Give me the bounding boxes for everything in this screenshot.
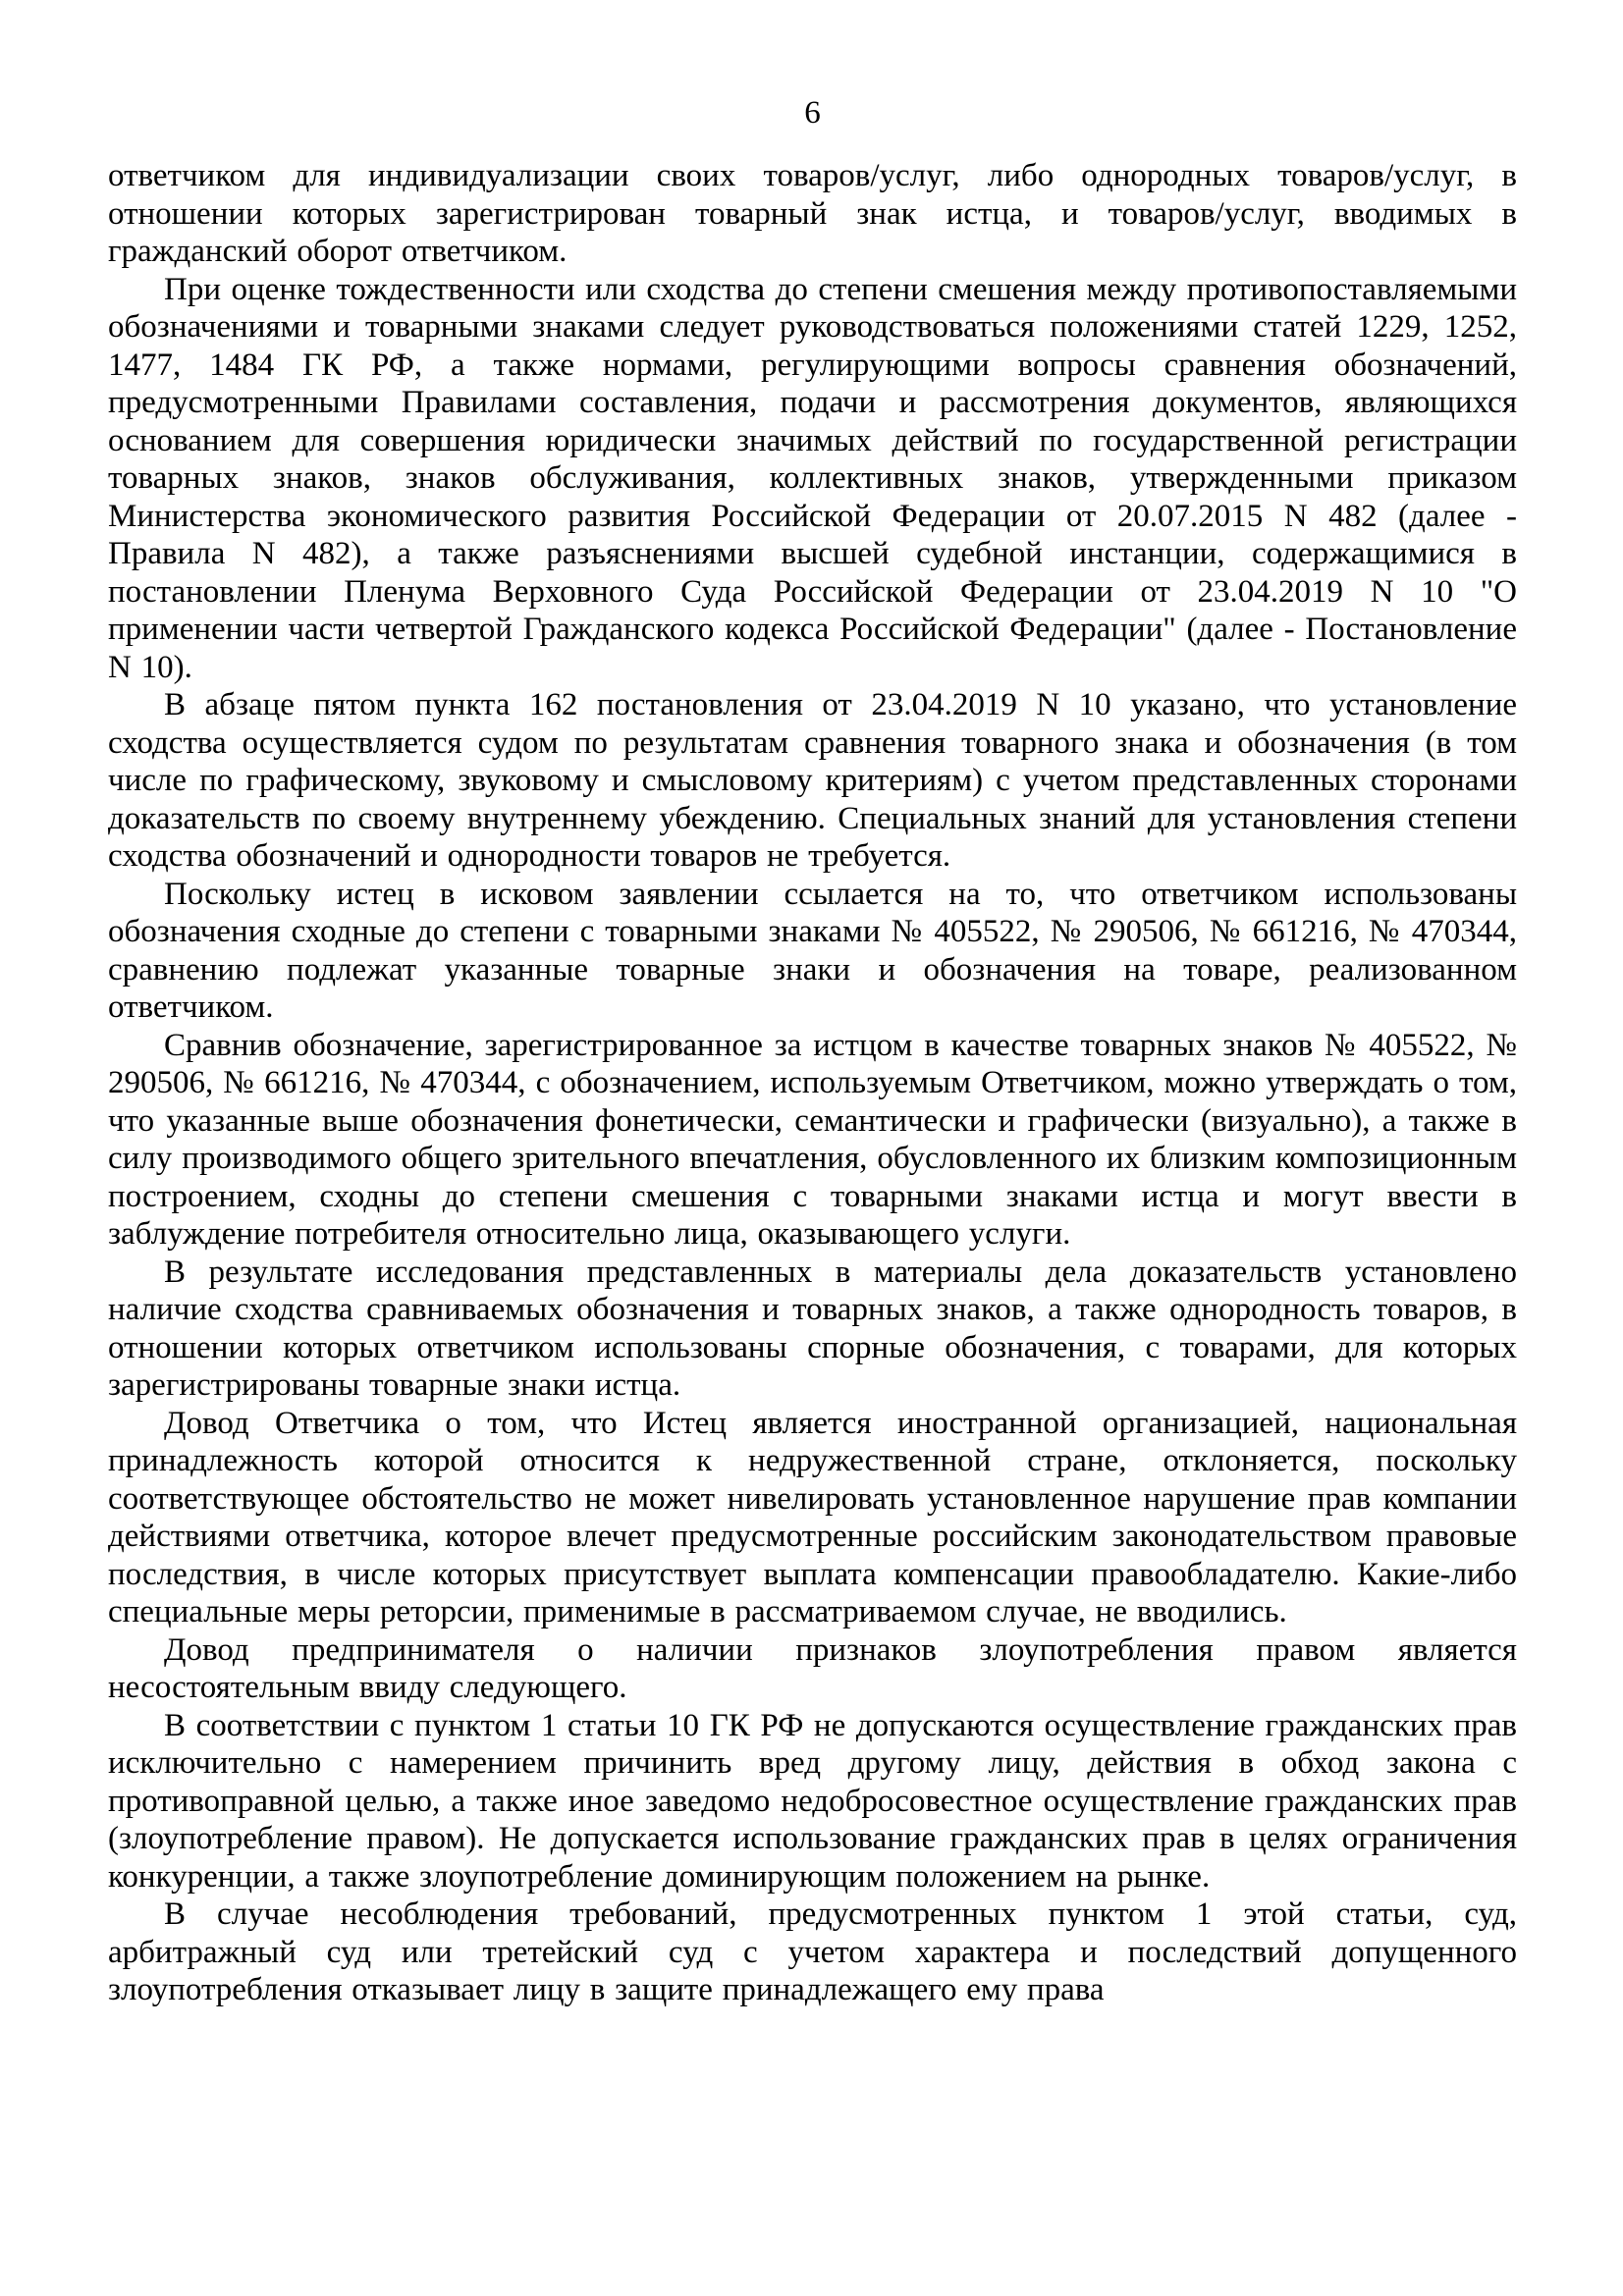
paragraph-09: В соответствии с пунктом 1 статьи 10 ГК РФ не допускаются осуществление гражданских прав исключительно с намерением причинить вред другому лицу, действия в обход закона с противоправной целью, а также иное заведомо недобросовестное осуществление гражданских прав (злоупотребление правом). Не допускается использование гражданских прав в целях ограничения конкуренции, а также злоупотребление доминирующим положением на рынке.	[108, 1707, 1517, 1895]
document-body	[108, 157, 1517, 2009]
paragraph-04: Поскольку истец в исковом заявлении ссылается на то, что ответчиком использованы обозначения сходные до степени с товарными знаками № 405522, № 290506, № 661216, № 470344, сравнению подлежат указанные товарные знаки и обозначения на товаре, реализованном ответчиком.	[108, 876, 1517, 1025]
paragraph-05: Сравнив обозначение, зарегистрированное за истцом в качестве товарных знаков № 405522, № 290506, № 661216, № 470344, с обозначением, используемым Ответчиком, можно утверждать о том, что указанные выше обозначения фонетически, семантически и графически (визуально), а также в силу производимого общего зрительного впечатления, обусловленного их близким композиционным построением, сходны до степени смешения с товарными знаками истца и могут ввести в заблуждение потребителя относительно лица, оказывающего услуги.	[108, 1027, 1517, 1252]
paragraph-10: В случае несоблюдения требований, предусмотренных пунктом 1 этой статьи, суд, арбитражный суд или третейский суд с учетом характера и последствий допущенного злоупотребления отказывает лицу в защите принадлежащего ему права	[108, 1896, 1517, 2007]
paragraph-03: В абзаце пятом пункта 162 постановления от 23.04.2019 N 10 указано, что установление сходства осуществляется судом по результатам сравнения товарного знака и обозначения (в том числе по графическому, звуковому и смысловому критериям) с учетом представленных сторонами доказательств по своему внутреннему убеждению. Специальных знаний для установления степени сходства обозначений и однородности товаров не требуется.	[108, 687, 1517, 874]
paragraph-08: Довод предпринимателя о наличии признаков злоупотребления правом является несостоятельным ввиду следующего.	[108, 1631, 1517, 1705]
paragraph-07: Довод Ответчика о том, что Истец является иностранной организацией, национальная принадлежность которой относится к недружественной стране, отклоняется, поскольку соответствующее обстоятельство не может нивелировать установленное нарушение прав компании действиями ответчика, которое влечет предусмотренные российским законодательством правовые последствия, в числе которых присутствует выплата компенсации правообладателю. Какие-либо специальные меры реторсии, применимые в рассматриваемом случае, не вводились.	[108, 1405, 1517, 1629]
paragraph-01: ответчиком для индивидуализации своих товаров/услуг, либо однородных товаров/услуг, в отношении которых зарегистрирован товарный знак истца, и товаров/услуг, вводимых в гражданский оборот ответчиком.	[108, 158, 1517, 269]
page-number: 6	[804, 95, 821, 131]
paragraph-02: При оценке тождественности или сходства до степени смешения между противопоставляемыми обозначениями и товарными знаками следует руководствоваться положениями статей 1229, 1252, 1477, 1484 ГК РФ, а также нормами, регулирующими вопросы сравнения обозначений, предусмотренными Правилами составления, подачи и рассмотрения документов, являющихся основанием для совершения юридически значимых действий по государственной регистрации товарных знаков, знаков обслуживания, коллективных знаков, утвержденными приказом Министерства экономического развития Российской Федерации от 20.07.2015 N 482 (далее - Правила N 482), а также разъяснениями высшей судебной инстанции, содержащимися в постановлении Пленума Верховного Суда Российской Федерации от 23.04.2019 N 10 "О применении части четвертой Гражданского кодекса Российской Федерации" (далее - Постановление N 10).	[108, 271, 1517, 685]
paragraph-06: В результате исследования представленных в материалы дела доказательств установлено наличие сходства сравниваемых обозначения и товарных знаков, а также однородность товаров, в отношении которых ответчиком использованы спорные обозначения, с товарами, для которых зарегистрированы товарные знаки истца.	[108, 1254, 1517, 1403]
